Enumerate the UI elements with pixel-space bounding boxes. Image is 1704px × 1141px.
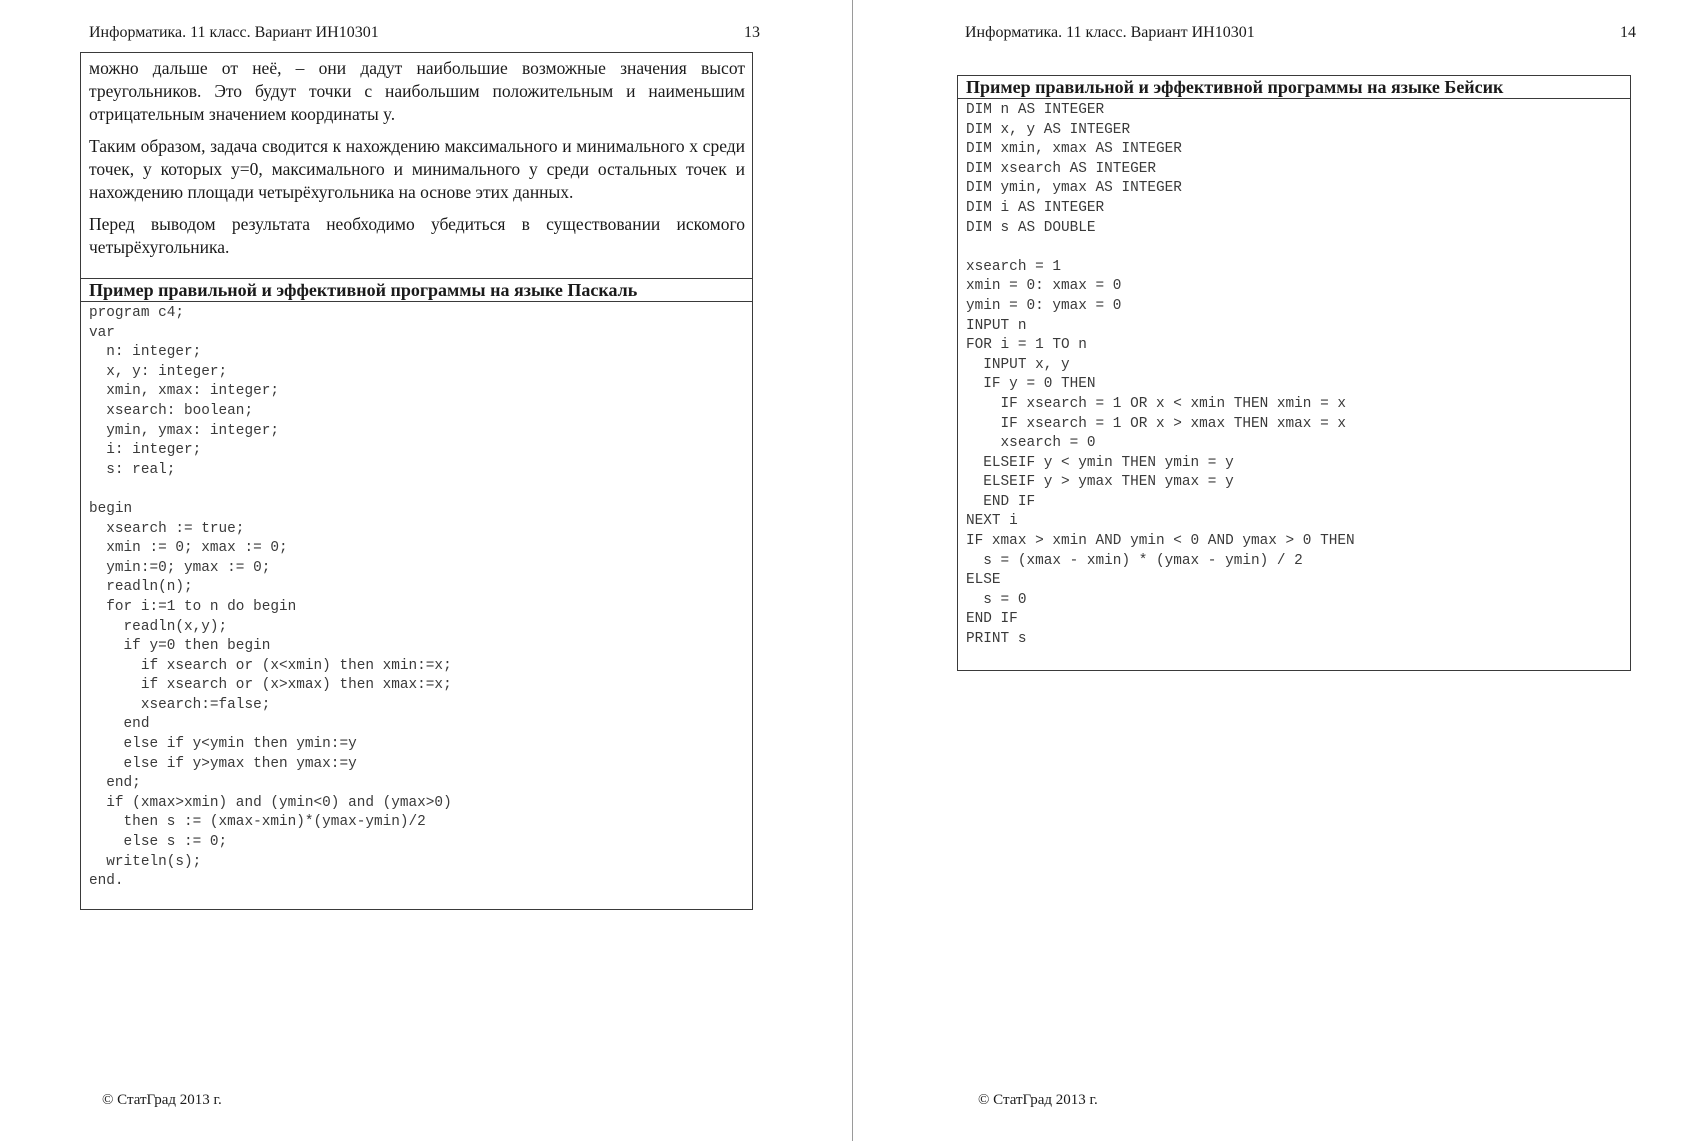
basic-code: DIM n AS INTEGER DIM x, y AS INTEGER DIM xmin, xmax AS INTEGER DIM xsearch AS INTEGER DIM ymin, ymax AS INTEGER DIM i AS INTEGER DIM s AS DOUBLE xsearch = 1 xmin = 0: xmax = 0 ymin = 0: ymax = 0 INPUT n FOR i = 1 TO n INPUT x, y IF y = 0 THEN IF xsearch = 1 OR x < xmin THEN xmin = x IF xsearch = 1 OR x > xmax THEN xmax = x xsearch = 0 ELSEIF y < ymin THEN ymin = y ELSEIF y > ymax THEN ymax = y END IF NEXT i IF xmax > xmin AND ymin < 0 AND ymax > 0 THEN s = (xmax - xmin) * (ymax - ymin) / 2 ELSE s = 0 END IF PRINT s <box>966 102 1355 648</box>
paragraph: можно дальше от неё, – они дадут наибольшие возможные значения высот треугольников. Это будут точки с наибольшим положительным и наименьшим отрицательным значением координаты y. <box>89 58 745 124</box>
pascal-program-box <box>80 278 753 910</box>
page-footer: © СтатГрад 2013 г. <box>978 1092 1098 1108</box>
page-header-title: Информатика. 11 класс. Вариант ИН10301 <box>89 24 379 41</box>
program-title: Пример правильной и эффективной программы на языке Паскаль <box>81 279 752 302</box>
basic-program-box <box>957 75 1631 671</box>
page-number: 14 <box>1620 24 1636 41</box>
paragraph: Таким образом, задача сводится к нахождению максимального и минимального x среди точек, у которых y=0, максимального и минимального y среди остальных точек и нахождению площади четырёхугольника на основе этих данных. <box>89 136 745 202</box>
pascal-code: program c4; var n: integer; x, y: integer; xmin, xmax: integer; xsearch: boolean; ymin, ymax: integer; i: integer; s: real; begin xsearch := true; xmin := 0; xmax := 0; ymin:=0; ymax := 0; readln(n); for i:=1 to n do begin readln(x,y); if y=0 then begin if xsearch or (x<xmin) then xmin:=x; if xsearch or (x>xmax) then xmax:=x; xsearch:=false; end else if y<ymin then ymin:=y else if y>ymax then ymax:=y end; if (xmax>xmin) and (ymin<0) and (ymax>0) then s := (xmax-xmin)*(ymax-ymin)/2 else s := 0; writeln(s); end. <box>89 305 452 890</box>
paragraph: Перед выводом результата необходимо убедиться в существовании искомого четырёхугольника. <box>89 214 745 257</box>
page-header-title: Информатика. 11 класс. Вариант ИН10301 <box>965 24 1255 41</box>
explanation-text-box <box>80 52 753 279</box>
page-number: 13 <box>744 24 760 41</box>
page-14 <box>853 0 1704 1141</box>
program-title: Пример правильной и эффективной программы на языке Бейсик <box>958 76 1630 99</box>
page-footer: © СтатГрад 2013 г. <box>102 1092 222 1108</box>
